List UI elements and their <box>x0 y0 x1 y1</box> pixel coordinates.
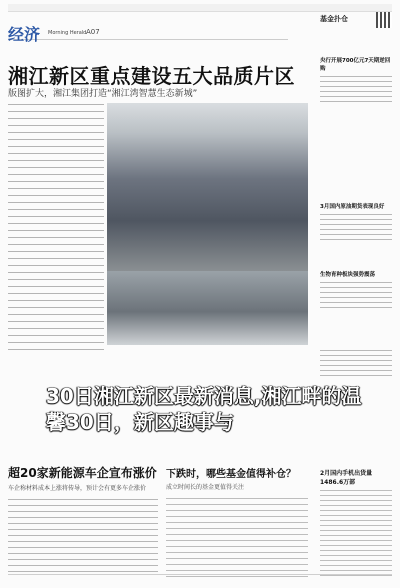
overlay-title: 30日湘江新区最新消息,湘江畔的温馨30日，新区趣事与 <box>46 384 362 434</box>
bottom-mid-article <box>166 465 308 576</box>
right-item-title-3: 生物育种板块强势震荡 <box>320 272 376 278</box>
right-item-4 <box>320 346 392 378</box>
right-item-2 <box>320 202 392 242</box>
right-item-text-4 <box>320 350 392 378</box>
right-item-3 <box>320 270 392 310</box>
bottom-mid-subtitle: 成立时间长的基金更值得关注 <box>166 484 245 491</box>
bottom-right-article <box>320 468 392 576</box>
bottom-left-title: 超20家新能源车企宣布涨价 <box>8 466 157 480</box>
bottom-right-text <box>320 490 392 580</box>
body-text-lines <box>8 104 104 354</box>
masthead <box>8 22 288 44</box>
right-item-text-1 <box>320 76 392 104</box>
right-item-title-1: 央行开展700亿元7天期逆回购 <box>320 58 391 72</box>
feature-subtitle: 版图扩大，湘江集团打造“湘江湾智慧生态新城” <box>8 89 198 99</box>
feature-photo <box>107 103 308 271</box>
paper-name: Morning Herald <box>48 30 87 36</box>
qr-code-icon <box>376 12 392 28</box>
bottom-mid-title: 下跌时，哪些基金值得补仓？ <box>166 469 296 480</box>
feature-headline: 湘江新区重点建设五大品质片区 <box>8 64 295 88</box>
right-item-text-2 <box>320 214 392 242</box>
qr-title: 基金扑仓 <box>320 15 348 23</box>
bottom-left-subtitle: 车企称材料成本上涨将传导，预计会有更多车企涨价 <box>8 485 147 492</box>
section-title: 经济 <box>8 25 41 44</box>
bottom-left-article <box>8 464 158 576</box>
right-item-1 <box>320 56 392 104</box>
right-item-text-3 <box>320 282 392 310</box>
qr-block <box>320 12 392 54</box>
right-item-title-2: 3月国内原油期货表现良好 <box>320 204 385 210</box>
footer <box>8 574 392 584</box>
feature-body-text <box>8 104 104 354</box>
bottom-mid-text <box>166 498 308 580</box>
top-strip <box>8 4 392 12</box>
bottom-right-title: 2月国内手机出货量1486.6万部 <box>320 470 373 486</box>
feature-photo-lower <box>107 271 308 345</box>
inline-tags <box>8 359 308 369</box>
page-code: A07 <box>86 28 100 36</box>
bottom-left-text <box>8 499 158 577</box>
